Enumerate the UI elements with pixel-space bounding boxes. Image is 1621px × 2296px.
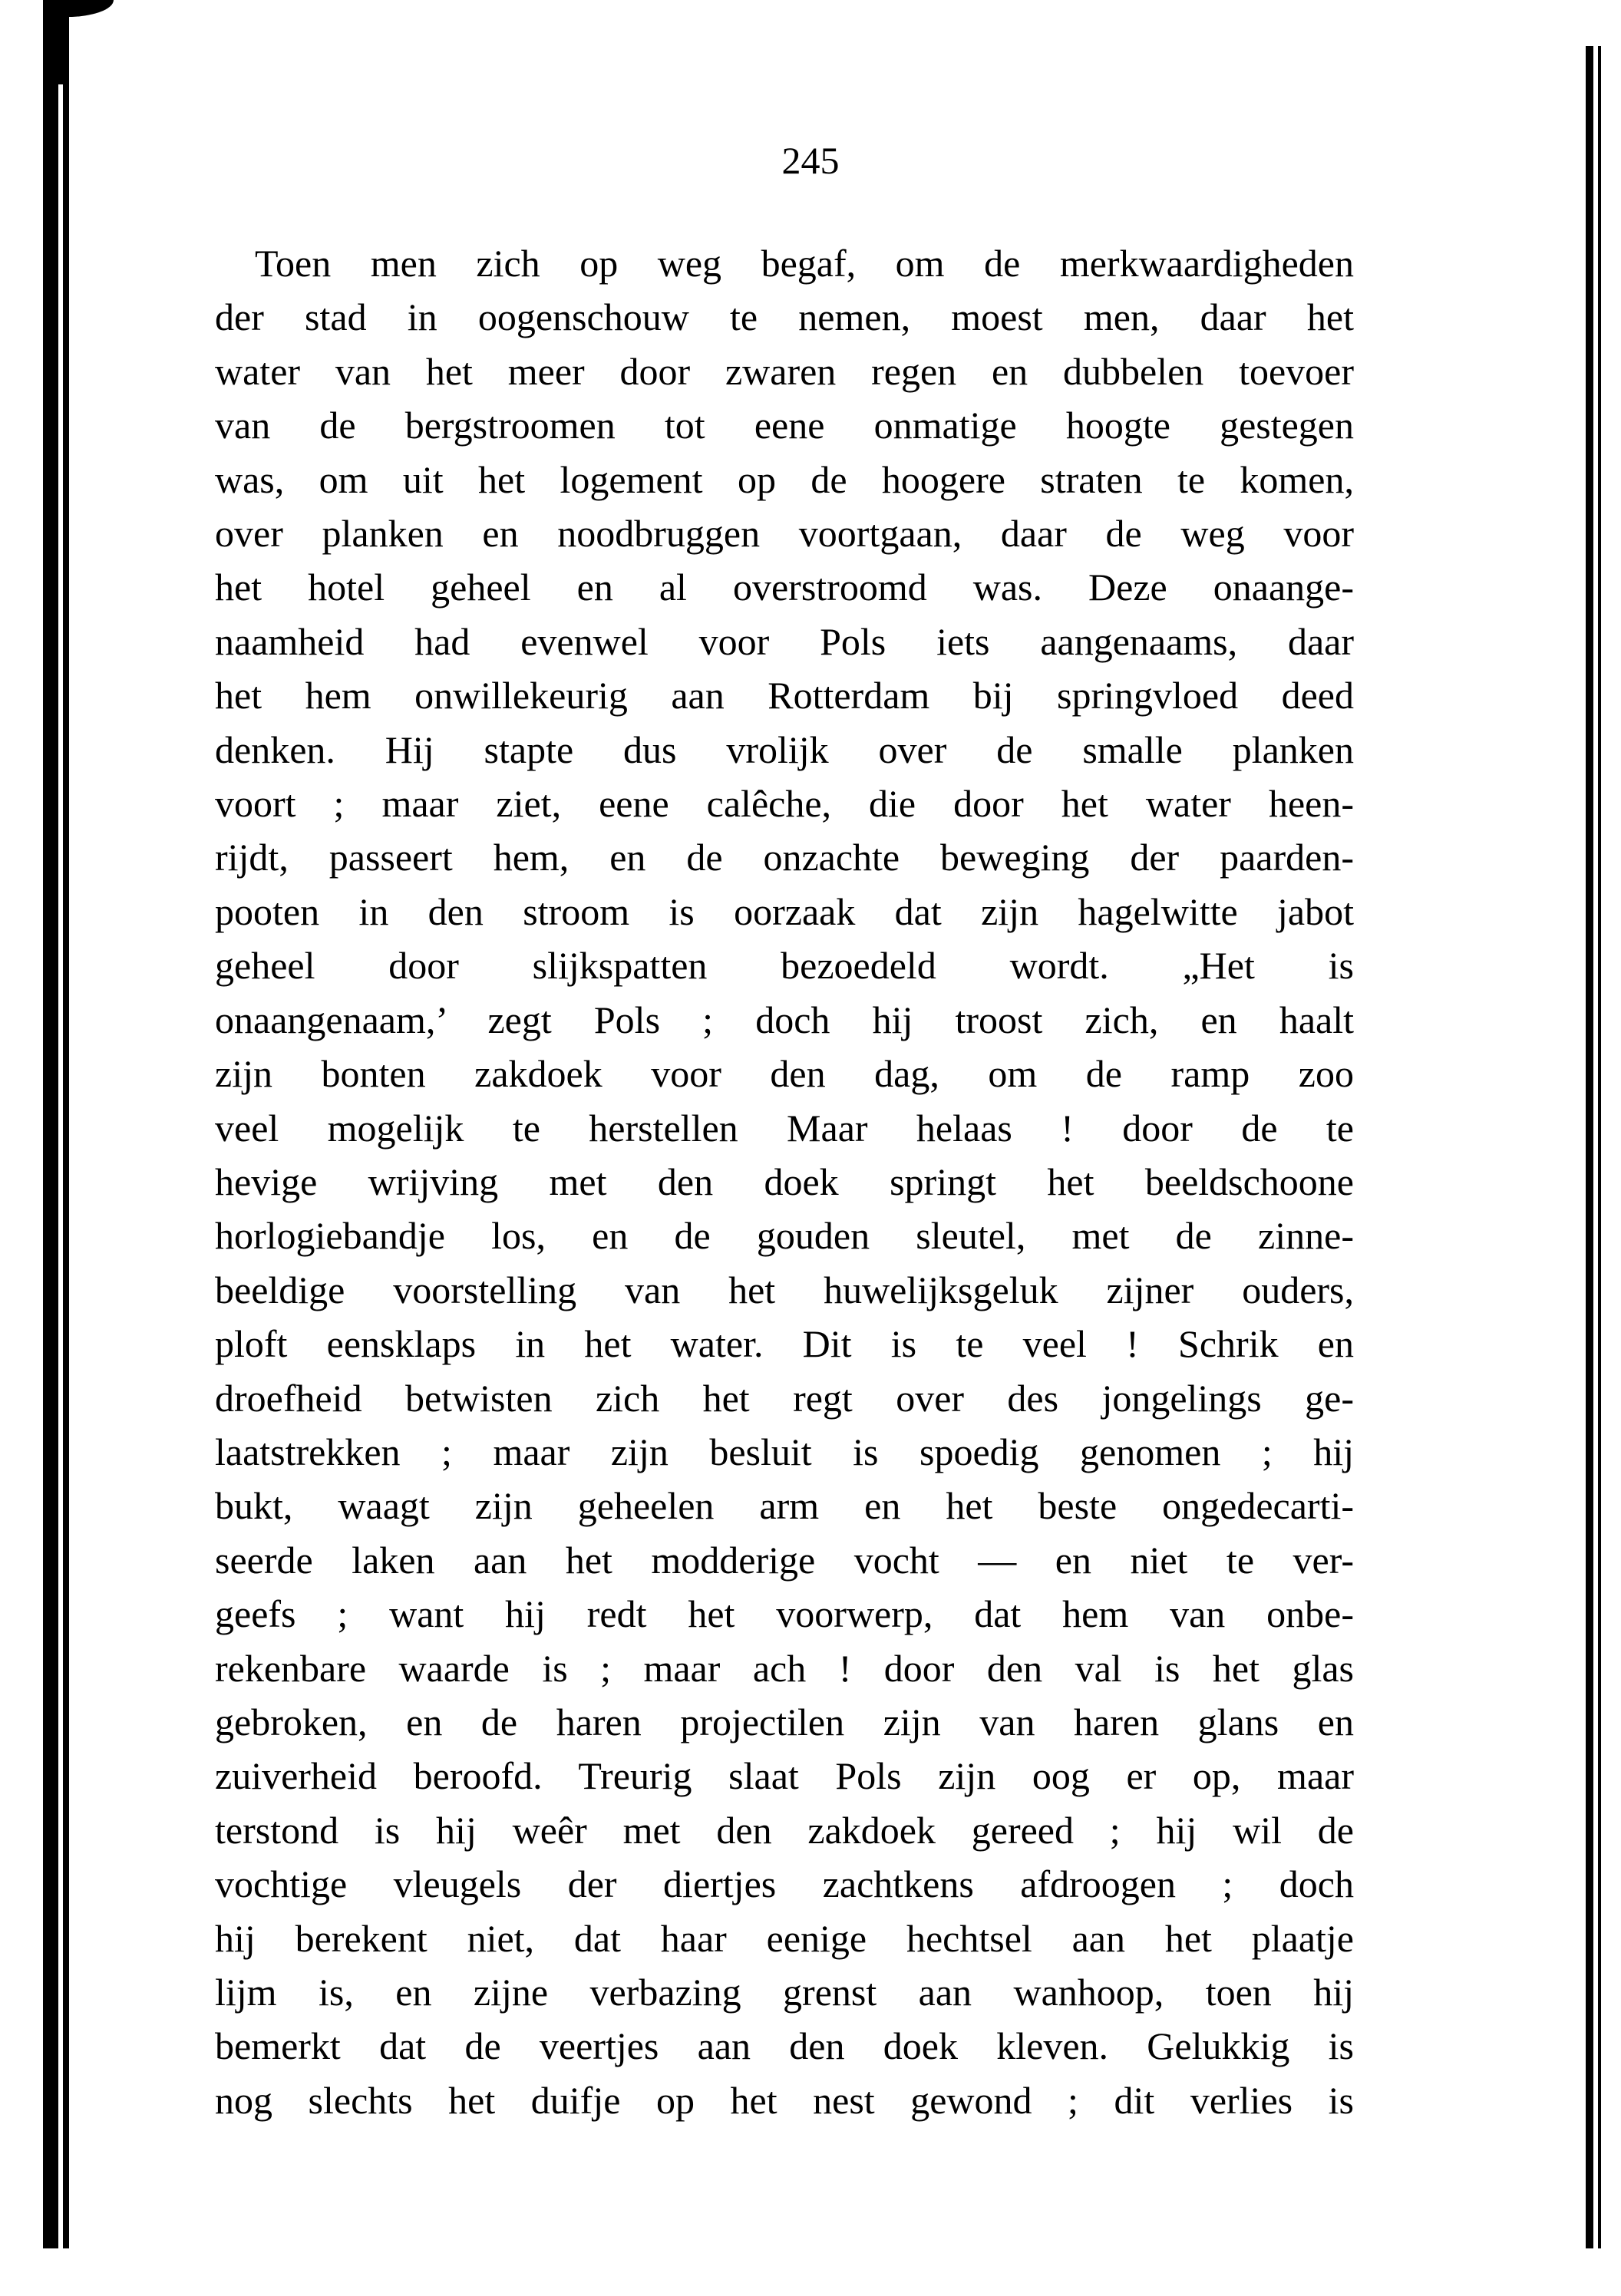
text-line: terstond is hij weêr met den zakdoek gereed ; hij wil de: [215, 1808, 1354, 1852]
text-line: seerde laken aan het modderige vocht — en niet te ver-: [215, 1538, 1354, 1582]
text-line: gebroken, en de haren projectilen zijn van haren glans en: [215, 1700, 1354, 1743]
page-number: 245: [781, 139, 840, 182]
text-line: naamheid had evenwel voor Pols iets aangenaams, daar: [215, 619, 1354, 663]
text-line: hevige wrijving met den doek springt het beeldschoone: [215, 1160, 1354, 1203]
page-corner-edge: [43, 0, 114, 17]
text-line: zijn bonten zakdoek voor den dag, om de ramp zoo: [215, 1052, 1354, 1096]
body-text: [215, 236, 1354, 2127]
text-line: veel mogelijk te herstellen Maar helaas ! door de te: [215, 1106, 1354, 1150]
page-right-edge-line: [1598, 46, 1601, 2248]
text-line: het hem onwillekeurig aan Rotterdam bij springvloed deed: [215, 674, 1354, 718]
text-line: beeldige voorstelling van het huwelijksgeluk zijner ouders,: [215, 1268, 1354, 1311]
text-line: voort ; maar ziet, eene calêche, die door het water heen-: [215, 782, 1354, 826]
text-line: Toen men zich op weg begaf, om de merkwaardigheden: [255, 242, 1354, 285]
book-spine-edge: [43, 0, 69, 2248]
text-line: het hotel geheel en al overstroomd was. Deze onaange-: [215, 566, 1354, 609]
text-line: bemerkt dat de veertjes aan den doek kleven. Gelukkig is: [215, 2024, 1354, 2068]
text-line: pooten in den stroom is oorzaak dat zijn hagelwitte jabot: [215, 889, 1354, 933]
text-line: ploft eensklaps in het water. Dit is te veel ! Schrik en: [215, 1322, 1354, 1366]
text-line: lijm is, en zijne verbazing grenst aan wanhoop, toen hij: [215, 1971, 1354, 2014]
text-line: horlogiebandje los, en de gouden sleutel, met de zinne-: [215, 1214, 1354, 1258]
spine-highlight: [58, 84, 63, 2248]
text-line: over planken en noodbruggen voortgaan, daar de weg voor: [215, 512, 1354, 556]
text-line: zuiverheid beroofd. Treurig slaat Pols zijn oog er op, maar: [215, 1754, 1354, 1798]
text-line: rekenbare waarde is ; maar ach ! door den val is het glas: [215, 1646, 1354, 1690]
text-line: bukt, waagt zijn geheelen arm en het beste ongedecarti-: [215, 1484, 1354, 1528]
text-line: onaangenaam,’ zegt Pols ; doch hij troost zich, en haalt: [215, 998, 1354, 1041]
text-line: vochtige vleugels der diertjes zachtkens afdroogen ; doch: [215, 1862, 1354, 1906]
text-line: hij berekent niet, dat haar eenige hechtsel aan het plaatje: [215, 1916, 1354, 1960]
page-right-edge: [1586, 46, 1593, 2248]
text-line: geefs ; want hij redt het voorwerp, dat hem van onbe-: [215, 1592, 1354, 1636]
text-line: water van het meer door zwaren regen en dubbelen toevoer: [215, 349, 1354, 393]
text-line: was, om uit het logement op de hoogere straten te komen,: [215, 457, 1354, 501]
text-line: nog slechts het duifje op het nest gewond ; dit verlies is: [215, 2078, 1354, 2122]
text-line: laatstrekken ; maar zijn besluit is spoedig genomen ; hij: [215, 1430, 1354, 1473]
text-line: der stad in oogenschouw te nemen, moest men, daar het: [215, 295, 1354, 339]
text-line: denken. Hij stapte dus vrolijk over de smalle planken: [215, 727, 1354, 771]
text-line: rijdt, passeert hem, en de onzachte beweging der paarden-: [215, 836, 1354, 879]
text-line: van de bergstroomen tot eene onmatige hoogte gestegen: [215, 404, 1354, 447]
text-line: droefheid betwisten zich het regt over des jongelings ge-: [215, 1376, 1354, 1420]
text-line: geheel door slijkspatten bezoedeld wordt. „Het is: [215, 944, 1354, 988]
